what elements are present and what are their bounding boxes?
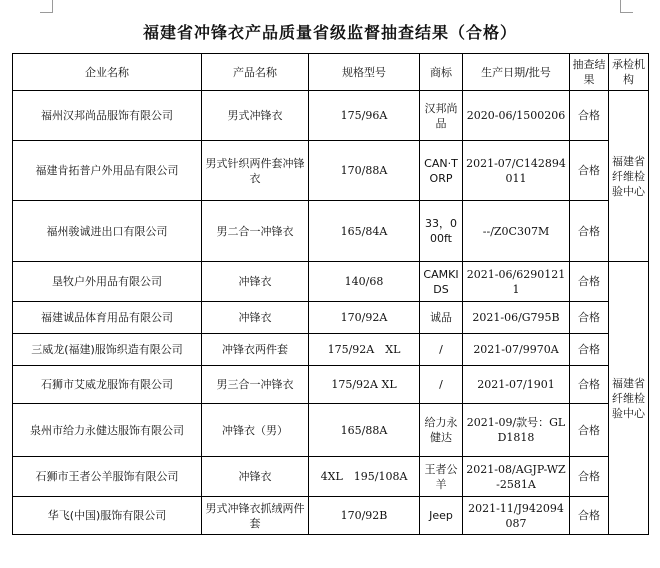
cell-brand: CAMKIDS [420, 262, 463, 302]
table-row [13, 262, 649, 302]
cell-brand: CAN·TORP [420, 141, 463, 201]
cell-inspection-org: 福建省纤维检验中心 [609, 262, 649, 535]
table-row [13, 201, 649, 262]
cell-brand: 王者公羊 [420, 457, 463, 497]
cell-result: 合格 [570, 302, 609, 334]
cell-result: 合格 [570, 201, 609, 262]
cell-date: 2020-06/1500206 [463, 91, 570, 141]
cell-brand: 给力永健达 [420, 404, 463, 457]
results-table [12, 53, 649, 535]
cell-result: 合格 [570, 457, 609, 497]
cell-product: 冲锋衣 [202, 302, 309, 334]
cell-model: 175/92A XL [309, 334, 420, 366]
cell-company: 福州汉邦尚品服饰有限公司 [13, 91, 202, 141]
cell-company: 石狮市王者公羊服饰有限公司 [13, 457, 202, 497]
cell-product: 冲锋衣（男） [202, 404, 309, 457]
header-product: 产品名称 [202, 54, 309, 91]
cell-model: 170/92B [309, 497, 420, 535]
cell-date: 2021-07/C142894011 [463, 141, 570, 201]
cell-date: 2021-09/款号：GLD1818 [463, 404, 570, 457]
cell-model: 175/92A XL [309, 366, 420, 404]
page-title: 福建省冲锋衣产品质量省级监督抽查结果（合格） [142, 23, 517, 42]
cell-model: 165/84A [309, 201, 420, 262]
cell-result: 合格 [570, 141, 609, 201]
table-row [13, 366, 649, 404]
header-date: 生产日期/批号 [463, 54, 570, 91]
cell-date: 2021-06/G795B [463, 302, 570, 334]
cell-model: 170/88A [309, 141, 420, 201]
table-header-row [13, 54, 649, 91]
cell-result: 合格 [570, 404, 609, 457]
cell-date: 2021-11/J942094087 [463, 497, 570, 535]
cell-company: 福建肯拓普户外用品有限公司 [13, 141, 202, 201]
cell-date: 2021-07/1901 [463, 366, 570, 404]
table-row [13, 334, 649, 366]
header-brand: 商标 [420, 54, 463, 91]
cell-company: 石狮市艾威龙服饰有限公司 [13, 366, 202, 404]
cell-brand: / [420, 366, 463, 404]
cell-product: 男三合一冲锋衣 [202, 366, 309, 404]
cell-company: 三威龙(福建)服饰织造有限公司 [13, 334, 202, 366]
cell-model: 140/68 [309, 262, 420, 302]
cell-result: 合格 [570, 497, 609, 535]
crop-mark-right [620, 0, 633, 13]
cell-product: 冲锋衣 [202, 262, 309, 302]
cell-product: 男式针织两件套冲锋衣 [202, 141, 309, 201]
cell-product: 冲锋衣两件套 [202, 334, 309, 366]
header-result: 抽查结果 [570, 54, 609, 91]
cell-brand: 汉邦尚品 [420, 91, 463, 141]
cell-date: 2021-06/62901211 [463, 262, 570, 302]
cell-brand: 33，000ft [420, 201, 463, 262]
cell-company: 华飞(中国)服饰有限公司 [13, 497, 202, 535]
table-row [13, 457, 649, 497]
cell-product: 男式冲锋衣抓绒两件套 [202, 497, 309, 535]
cell-company: 垦牧户外用品有限公司 [13, 262, 202, 302]
cell-brand: / [420, 334, 463, 366]
cell-date: 2021-07/9970A [463, 334, 570, 366]
cell-model: 175/96A [309, 91, 420, 141]
table-row [13, 141, 649, 201]
cell-model: 165/88A [309, 404, 420, 457]
cell-date: --/Z0C307M [463, 201, 570, 262]
header-company: 企业名称 [13, 54, 202, 91]
table-row [13, 302, 649, 334]
crop-mark-left [40, 0, 53, 13]
cell-brand: Jeep [420, 497, 463, 535]
cell-company: 泉州市给力永健达服饰有限公司 [13, 404, 202, 457]
cell-product: 男二合一冲锋衣 [202, 201, 309, 262]
cell-model: 170/92A [309, 302, 420, 334]
cell-product: 冲锋衣 [202, 457, 309, 497]
table-row [13, 91, 649, 141]
cell-inspection-org: 福建省纤维检验中心 [609, 91, 649, 262]
cell-date: 2021-08/AGJP-WZ-2581A [463, 457, 570, 497]
cell-result: 合格 [570, 334, 609, 366]
cell-model: 4XL 195/108A [309, 457, 420, 497]
cell-result: 合格 [570, 91, 609, 141]
cell-company: 福建诚品体育用品有限公司 [13, 302, 202, 334]
header-org: 承检机构 [609, 54, 649, 91]
table-row [13, 497, 649, 535]
cell-result: 合格 [570, 262, 609, 302]
header-model: 规格型号 [309, 54, 420, 91]
cell-product: 男式冲锋衣 [202, 91, 309, 141]
table-row [13, 404, 649, 457]
cell-brand: 诚品 [420, 302, 463, 334]
cell-result: 合格 [570, 366, 609, 404]
cell-company: 福州骏诚进出口有限公司 [13, 201, 202, 262]
